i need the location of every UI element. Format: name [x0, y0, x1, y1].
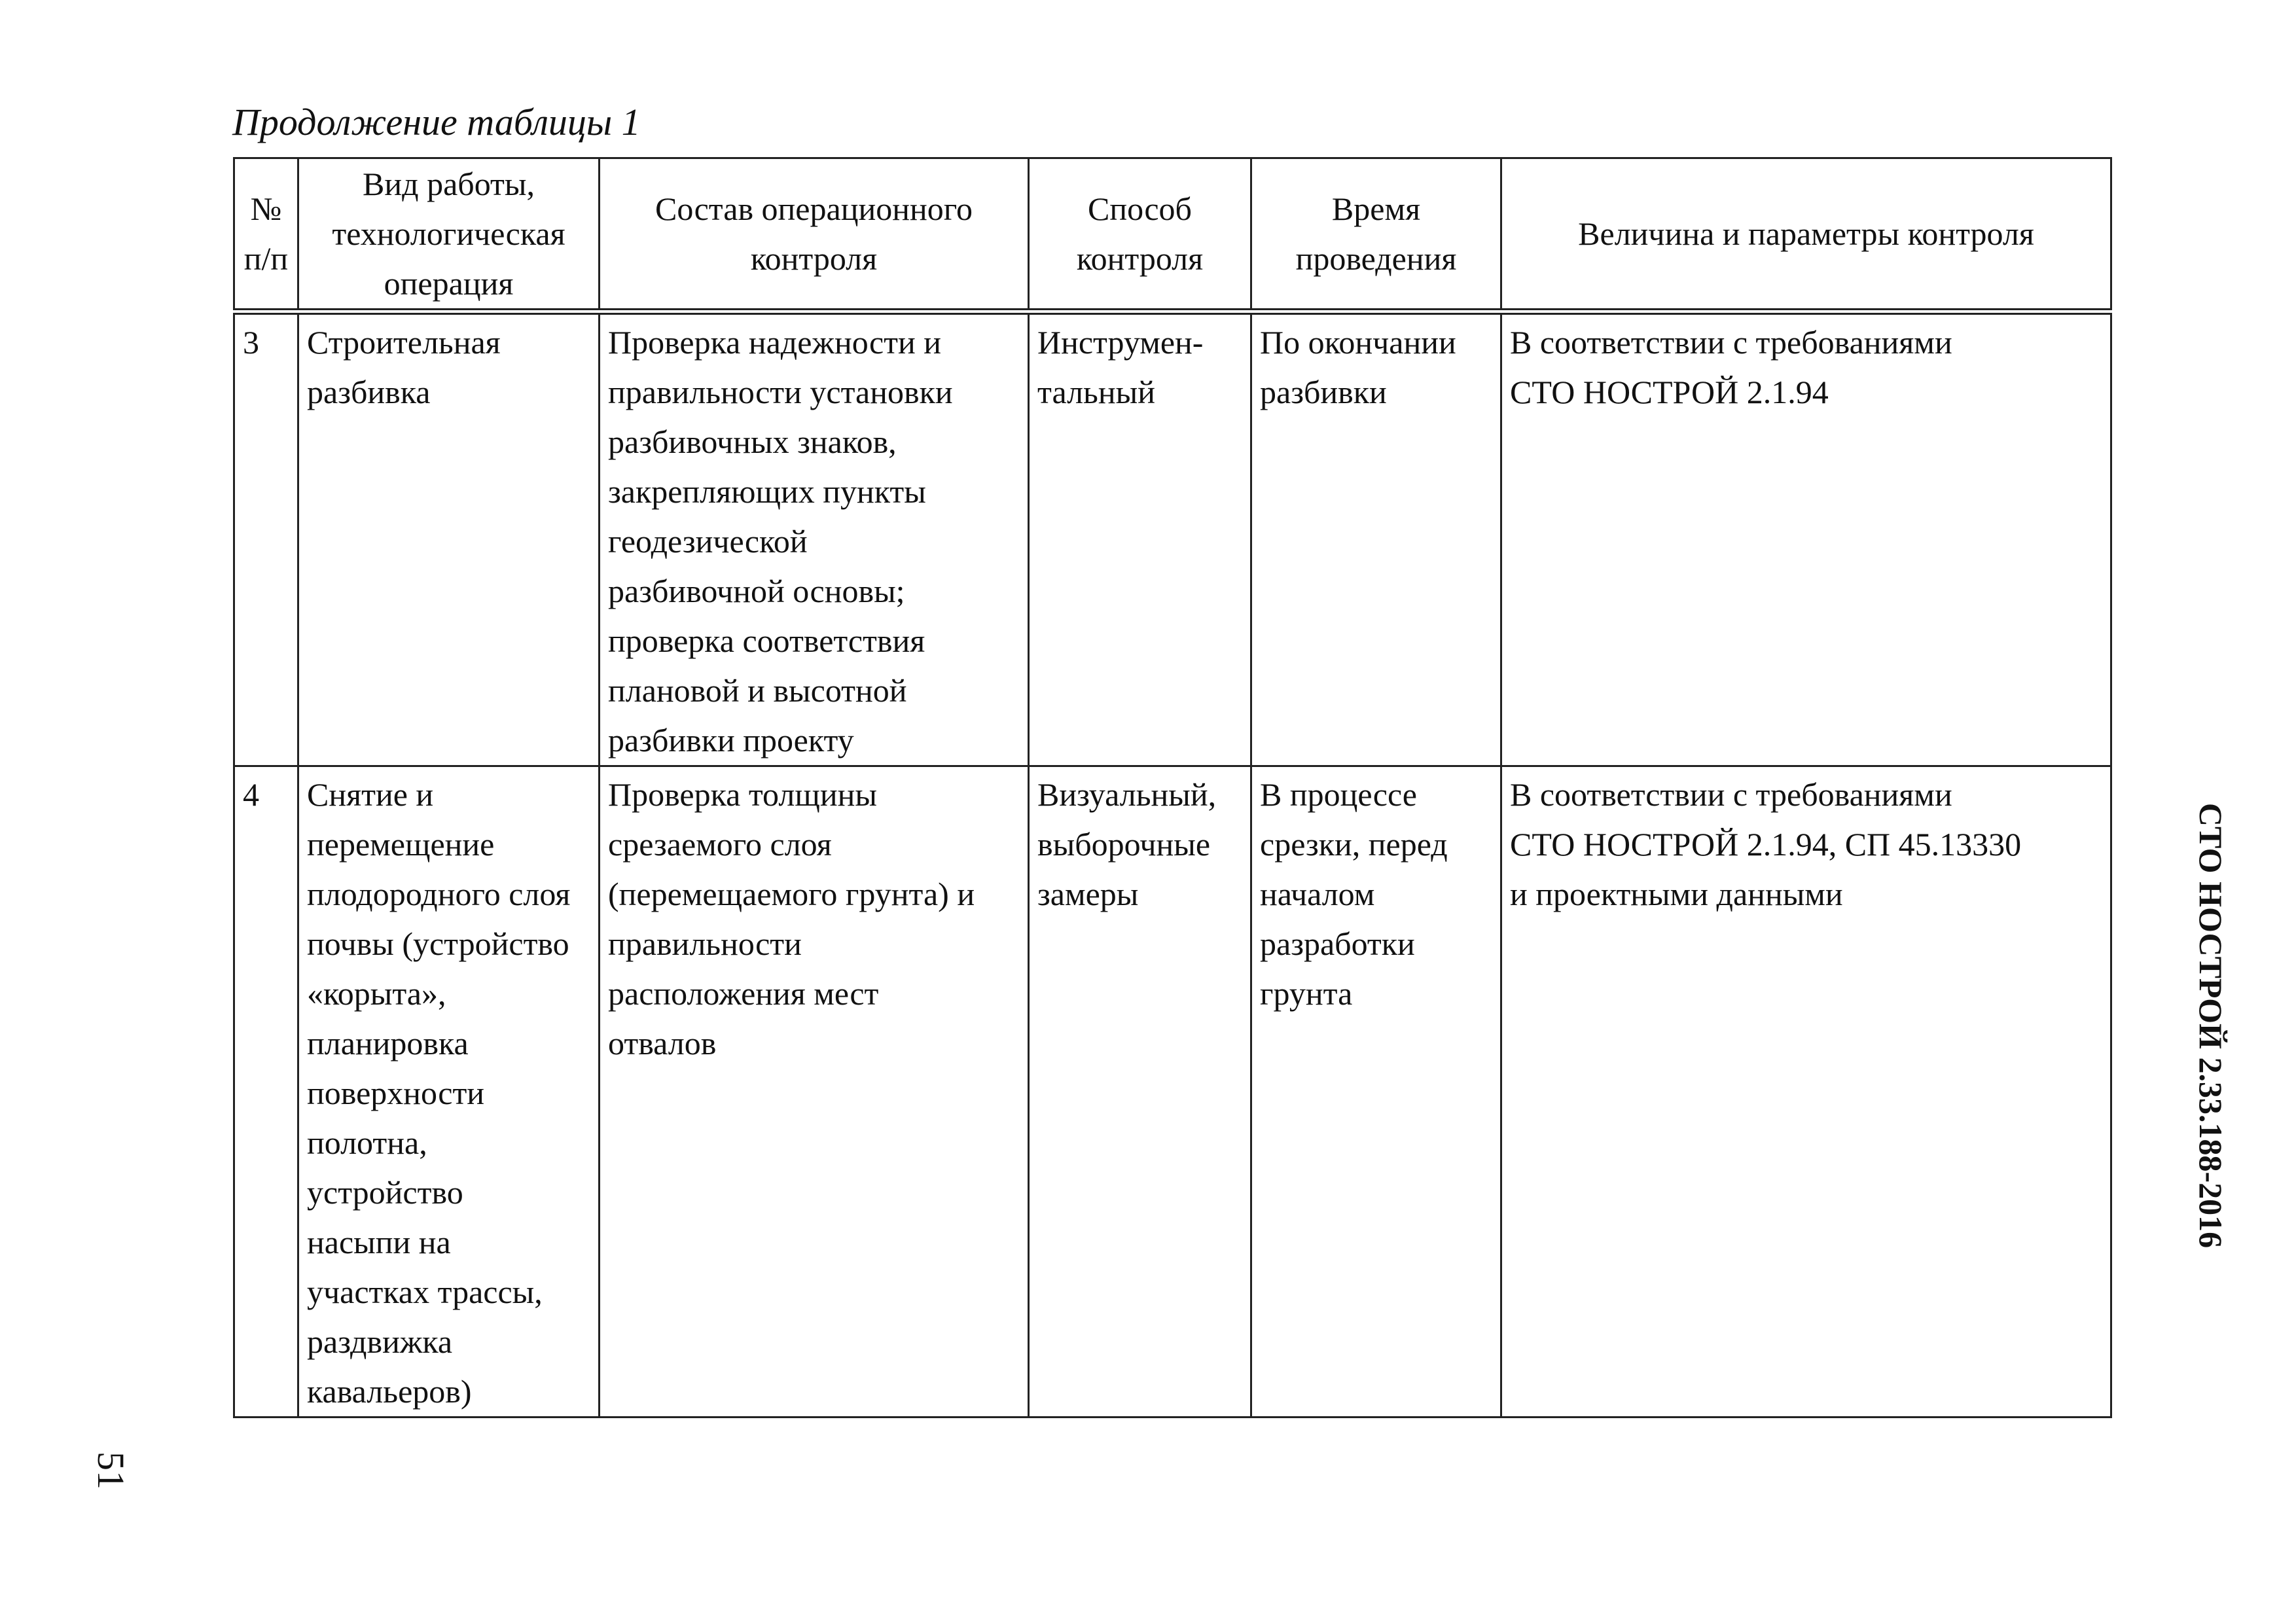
- cell-num: 4: [234, 766, 298, 1418]
- table-row: [234, 766, 2111, 1418]
- cell-time: В процессе срезки, перед началом разработки грунта: [1251, 766, 1501, 1418]
- header-num: № п/п: [234, 158, 298, 312]
- document-code: СТО НОСТРОЙ 2.33.188-2016: [2193, 802, 2229, 1249]
- header-params: Величина и параметры контроля: [1501, 158, 2111, 312]
- cell-method: Инструмен- тальный: [1029, 312, 1251, 766]
- table-row: [234, 312, 2111, 766]
- table-caption: Продолжение таблицы 1: [232, 101, 641, 143]
- header-work: Вид работы, технологическая операция: [298, 158, 600, 312]
- header-time: Время проведения: [1251, 158, 1501, 312]
- cell-composition: Проверка надежности и правильности установки разбивочных знаков, закрепляющих пункты геодезической разбивочной основы; проверка соответствия плановой и высотной разбивки проекту: [600, 312, 1029, 766]
- cell-params: В соответствии с требованиями СТО НОСТРОЙ 2.1.94, СП 45.13330 и проектными данными: [1501, 766, 2111, 1418]
- header-composition: Состав операционного контроля: [600, 158, 1029, 312]
- cell-work: Снятие и перемещение плодородного слоя почвы (устройство «корыта», планировка поверхности полотна, устройство насыпи на участках трассы, раздвижка кавальеров): [298, 766, 600, 1418]
- header-method: Способ контроля: [1029, 158, 1251, 312]
- cell-method: Визуальный, выборочные замеры: [1029, 766, 1251, 1418]
- cell-work: Строительная разбивка: [298, 312, 600, 766]
- page-number: 51: [90, 1452, 132, 1489]
- cell-params: В соответствии с требованиями СТО НОСТРОЙ 2.1.94: [1501, 312, 2111, 766]
- control-table: [233, 157, 2112, 1418]
- cell-num: 3: [234, 312, 298, 766]
- header-row: [234, 158, 2111, 312]
- cell-time: По окончании разбивки: [1251, 312, 1501, 766]
- cell-composition: Проверка толщины срезаемого слоя (перемещаемого грунта) и правильности расположения мест отвалов: [600, 766, 1029, 1418]
